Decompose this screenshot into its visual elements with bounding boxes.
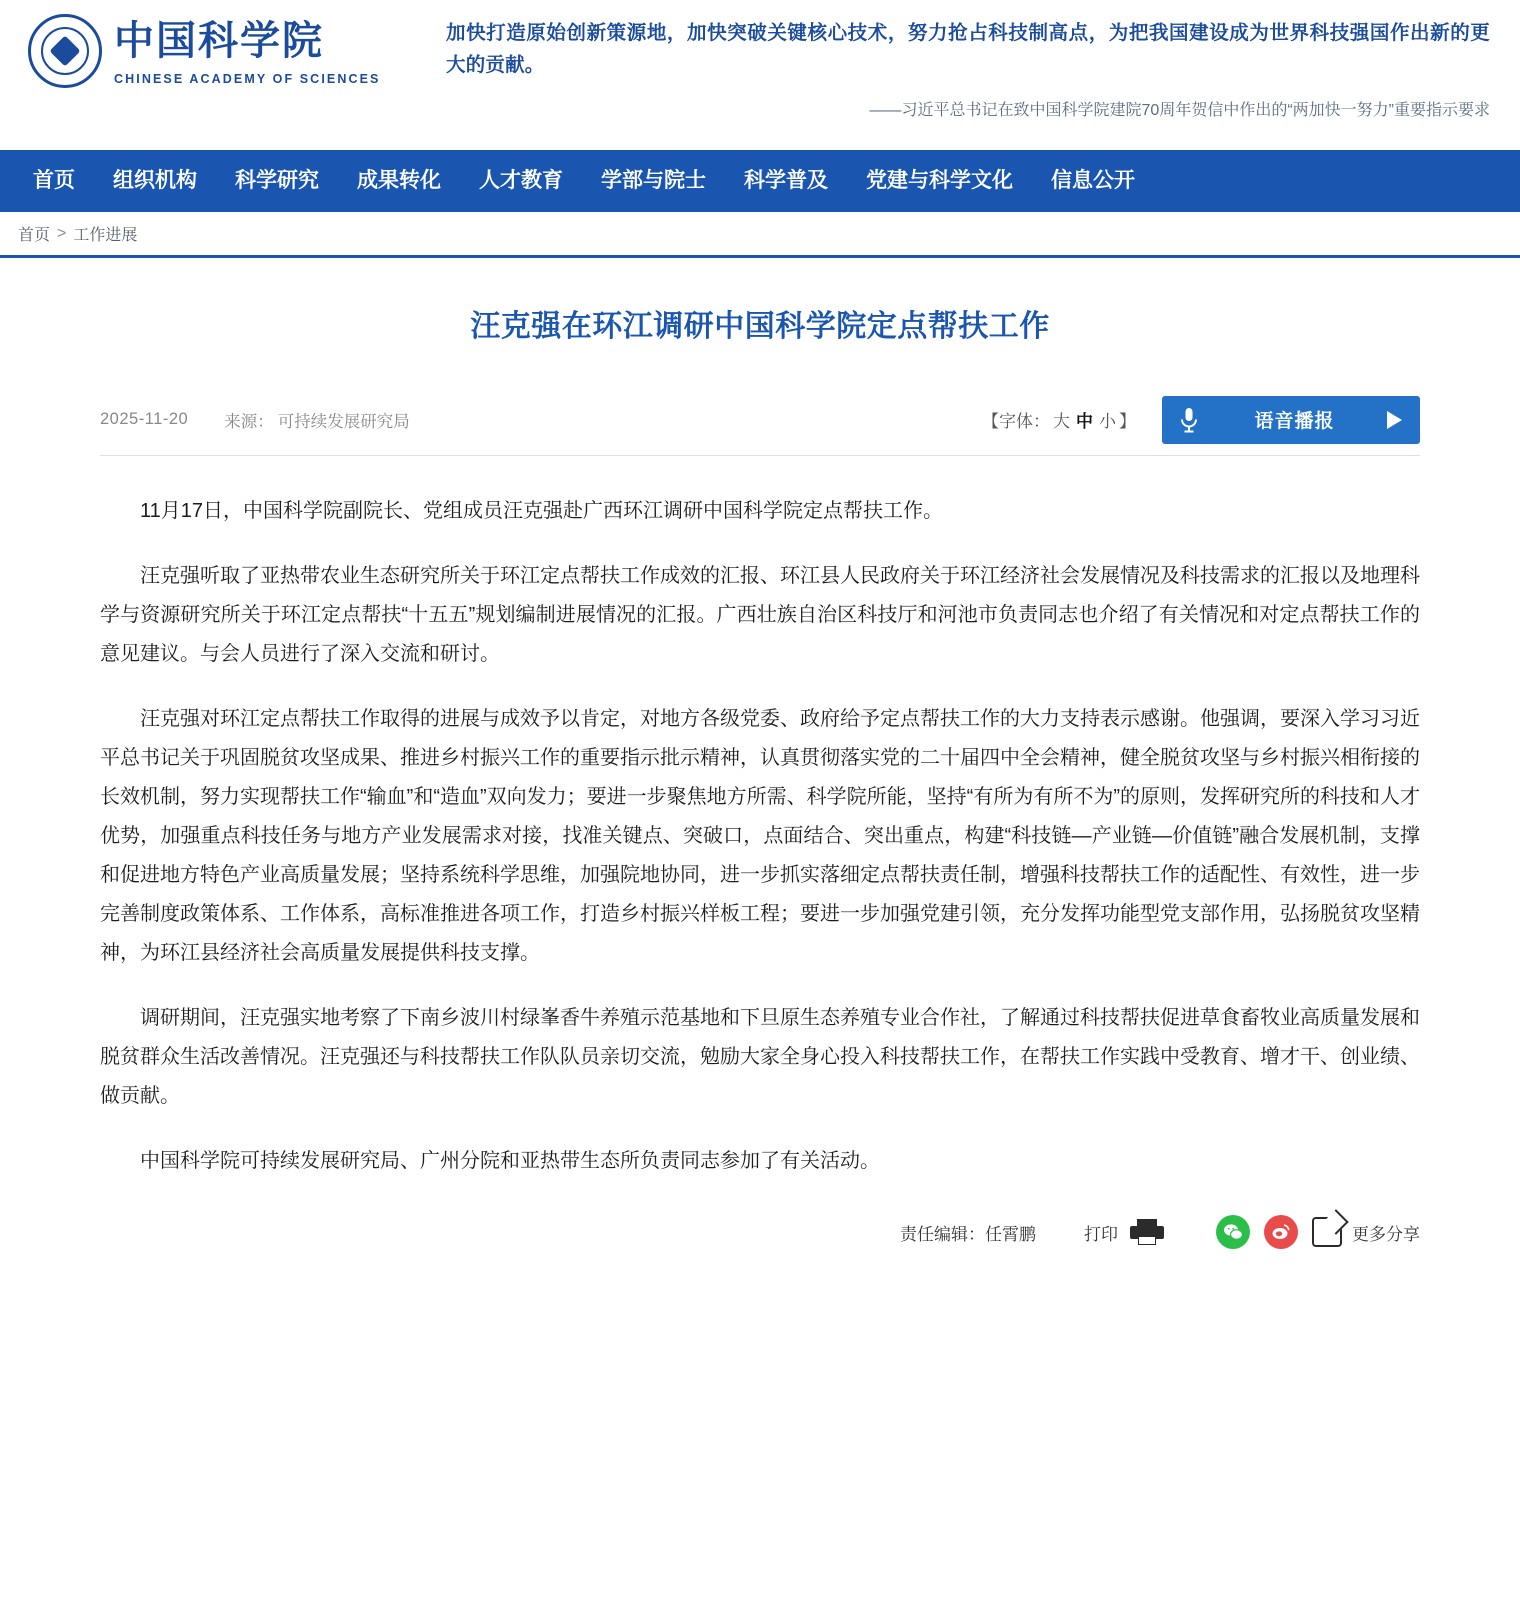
logo-text bbox=[114, 16, 380, 86]
nav-item-talent-education[interactable]: 人才教育 bbox=[479, 169, 563, 192]
article-paragraph: 调研期间，汪克强实地考察了下南乡波川村绿峯香牛养殖示范基地和下旦原生态养殖专业合作社，了解通过科技帮扶促进草食畜牧业高质量发展和脱贫群众生活改善情况。汪克强还与科技帮扶工作队队员亲切交流，勉励大家全身心投入科技帮扶工作，在帮扶工作实践中受教育、增才干、创业绩、做贡献。 bbox=[100, 1007, 1420, 1107]
article-footer-actions bbox=[100, 1215, 1420, 1263]
audio-play-label: 语音播报 bbox=[1254, 411, 1335, 432]
nav-item-science-popularization[interactable]: 科学普及 bbox=[744, 169, 828, 192]
article-date: 2025-11-20 bbox=[100, 410, 189, 428]
article-meta-right bbox=[982, 396, 1420, 444]
print-label: 打印 bbox=[1084, 1224, 1118, 1244]
article-meta-bar bbox=[100, 384, 1420, 456]
article-body bbox=[100, 492, 1420, 1181]
main-navigation bbox=[0, 150, 1520, 212]
breadcrumb-current-link[interactable]: 工作进展 bbox=[73, 227, 138, 244]
breadcrumb bbox=[0, 212, 1520, 258]
article-paragraph: 中国科学院可持续发展研究局、广州分院和亚热带生态所负责同志参加了有关活动。 bbox=[140, 1150, 880, 1172]
font-size-prefix: 【字体： bbox=[982, 412, 1050, 431]
article-meta-left bbox=[100, 408, 410, 432]
nav-item-divisions-academicians[interactable]: 学部与院士 bbox=[601, 169, 706, 192]
font-size-medium[interactable]: 中 bbox=[1076, 412, 1093, 431]
site-header bbox=[0, 0, 1520, 150]
logo-chinese-name: 中国科学院 bbox=[114, 18, 324, 63]
slogan-main-text: 加快打造原始创新策源地，加快突破关键核心技术，努力抢占科技制高点，为把我国建设成为世界科技强国作出新的更大的贡献。 bbox=[446, 22, 1490, 76]
cas-emblem-icon bbox=[28, 14, 102, 88]
logo-english-name: CHINESE ACADEMY OF SCIENCES bbox=[114, 72, 381, 86]
slogan-attribution-text: ——习近平总书记在致中国科学院建院70周年贺信中作出的“两加快一努力”重要指示要求 bbox=[869, 102, 1490, 120]
font-size-suffix: 】 bbox=[1119, 412, 1136, 431]
share-arrow-icon[interactable] bbox=[1312, 1217, 1342, 1247]
font-size-large[interactable]: 大 bbox=[1053, 412, 1070, 431]
nav-item-organization[interactable]: 组织机构 bbox=[113, 169, 197, 192]
header-slogan bbox=[428, 8, 1490, 123]
article bbox=[0, 258, 1520, 1273]
print-button[interactable] bbox=[1084, 1219, 1164, 1245]
microphone-icon bbox=[1176, 407, 1202, 433]
breadcrumb-separator: > bbox=[57, 224, 67, 242]
article-paragraph: 11月17日，中国科学院副院长、党组成员汪克强赴广西环江调研中国科学院定点帮扶工作。 bbox=[140, 500, 944, 522]
font-size-small[interactable]: 小 bbox=[1099, 412, 1116, 431]
breadcrumb-home-link[interactable]: 首页 bbox=[18, 227, 51, 244]
site-logo[interactable] bbox=[28, 8, 428, 88]
nav-item-party-building-culture[interactable]: 党建与科学文化 bbox=[866, 169, 1013, 192]
page-title: 汪克强在环江调研中国科学院定点帮扶工作 bbox=[470, 310, 1050, 343]
nav-item-information-disclosure[interactable]: 信息公开 bbox=[1051, 169, 1135, 192]
nav-item-achievement-transfer[interactable]: 成果转化 bbox=[357, 169, 441, 192]
article-source-value: 可持续发展研究局 bbox=[277, 412, 410, 431]
share-more-label: 更多分享 bbox=[1352, 1224, 1420, 1244]
article-source-label: 来源： bbox=[224, 412, 274, 431]
article-paragraph: 汪克强对环江定点帮扶工作取得的进展与成效予以肯定，对地方各级党委、政府给予定点帮扶工作的大力支持表示感谢。他强调，要深入学习习近平总书记关于巩固脱贫攻坚成果、推进乡村振兴工作的重要指示批示精神，认真贯彻落实党的二十届四中全会精神，健全脱贫攻坚与乡村振兴相衔接的长效机制，努力实现帮扶工作“输血”和“造血”双向发力；要进一步聚焦地方所需、科学院所能，坚持“有所为有所不为”的原则，发挥研究所的科技和人才优势，加强重点科技任务与地方产业发展需求对接，找准关键点、突破口，点面结合、突出重点，构建“科技链—产业链—价值链”融合发展机制，支撑和促进地方特色产业高质量发展；坚持系统科学思维，加强院地协同，进一步抓实落细定点帮扶责任制，增强科技帮扶工作的适配性、有效性，进一步完善制度政策体系、工作体系，高标准推进各项工作，打造乡村振兴样板工程；要进一步加强党建引领，充分发挥功能型党支部作用，弘扬脱贫攻坚精神，为环江县经济社会高质量发展提供科技支撑。 bbox=[100, 708, 1420, 964]
font-size-control bbox=[982, 407, 1136, 432]
article-paragraph: 汪克强听取了亚热带农业生态研究所关于环江定点帮扶工作成效的汇报、环江县人民政府关于环江经济社会发展情况及科技需求的汇报以及地理科学与资源研究所关于环江定点帮扶“十五五”规划编制进展情况的汇报。广西壮族自治区科技厅和河池市负责同志也介绍了有关情况和对定点帮扶工作的意见建议。与会人员进行了深入交流和研讨。 bbox=[100, 565, 1420, 665]
responsible-editor: 责任编辑：任霄鹏 bbox=[900, 1224, 1036, 1244]
nav-item-home[interactable]: 首页 bbox=[33, 169, 75, 192]
play-triangle-icon[interactable] bbox=[1387, 411, 1402, 429]
share-group bbox=[1216, 1215, 1420, 1249]
audio-play-button[interactable] bbox=[1162, 396, 1420, 444]
wechat-icon[interactable] bbox=[1216, 1215, 1250, 1249]
printer-icon bbox=[1130, 1219, 1164, 1245]
nav-item-research[interactable]: 科学研究 bbox=[235, 169, 319, 192]
weibo-icon[interactable] bbox=[1264, 1215, 1298, 1249]
